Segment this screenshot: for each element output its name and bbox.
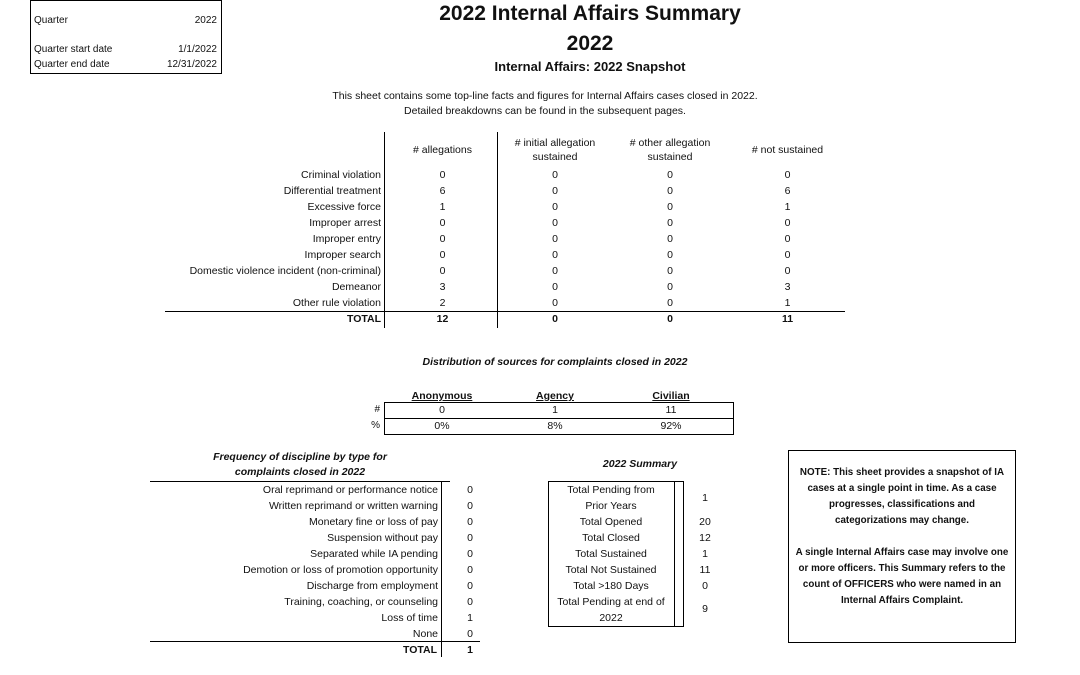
discipline-row-label: Monetary fine or loss of pay [309, 516, 438, 528]
alleg-row-value: 6 [784, 185, 791, 197]
alleg-row-value: 0 [667, 233, 673, 245]
col-initial-sustained: # initial allegation sustained [514, 137, 596, 163]
alleg-row-label: Improper search [304, 249, 381, 261]
summary-row-label: Total Not Sustained [565, 564, 657, 576]
discipline-row-label: Suspension without pay [327, 532, 438, 544]
discipline-row-value: 0 [467, 516, 473, 528]
alleg-row-value: 0 [439, 233, 446, 245]
sources-col-civilian: Civilian [652, 390, 690, 402]
alleg-row-label: Improper arrest [309, 217, 381, 229]
alleg-total-value: 0 [667, 313, 673, 325]
discipline-title-2: complaints closed in 2022 [234, 466, 366, 478]
alleg-vline-2 [497, 132, 498, 328]
alleg-total-rule [165, 311, 845, 312]
summary-row-label: Total Closed [582, 532, 640, 544]
summary-pending-prior-value: 1 [702, 492, 708, 504]
quarter-start-label: Quarter start date [34, 44, 113, 55]
alleg-row-value: 0 [552, 249, 558, 261]
discipline-row-label: Demotion or loss of promotion opportunity [243, 564, 438, 576]
quarter-end-value: 12/31/2022 [166, 59, 217, 70]
alleg-total-label: TOTAL [346, 313, 381, 325]
discipline-row-value: 0 [467, 532, 473, 544]
discipline-row-label: Discharge from employment [306, 580, 438, 592]
sources-pct-agency: 8% [547, 420, 563, 432]
alleg-row-value: 0 [552, 201, 558, 213]
page-title: 2022 Internal Affairs Summary [439, 2, 741, 25]
alleg-row-value: 0 [667, 185, 673, 197]
sources-pct-civilian: 92% [660, 420, 682, 432]
note-paragraph-2: A single Internal Affairs case may involve one or more officers. This Summary refers to the count of OFFICERS who were named in an Internal Affairs Complaint. [795, 547, 1009, 606]
summary-pending-end-2: 2022 [599, 612, 623, 624]
alleg-row-label: Other rule violation [292, 297, 381, 309]
alleg-row-value: 0 [784, 217, 791, 229]
alleg-row-value: 3 [784, 281, 791, 293]
summary-title: 2022 Summary [602, 458, 678, 470]
summary-row-value: 0 [702, 580, 708, 592]
alleg-row-value: 0 [667, 265, 673, 277]
alleg-row-value: 1 [784, 201, 791, 213]
alleg-row-value: 0 [439, 265, 446, 277]
discipline-total-label: TOTAL [402, 644, 437, 656]
summary-row-value: 20 [699, 516, 711, 528]
summary-pending-end-1: Total Pending at end of [557, 596, 665, 608]
summary-pending-end-value: 9 [702, 603, 708, 615]
alleg-row-value: 0 [667, 249, 673, 261]
sources-pct-label: % [371, 420, 380, 431]
alleg-row-value: 0 [552, 185, 558, 197]
intro-line-2: Detailed breakdowns can be found in the subsequent pages. [404, 105, 686, 117]
alleg-row-value: 0 [667, 169, 673, 181]
quarter-end-label: Quarter end date [34, 59, 110, 70]
quarter-end-row [34, 58, 217, 72]
col-other-sustained: # other allegation sustained [629, 137, 711, 163]
alleg-row-label: Improper entry [312, 233, 381, 245]
discipline-vline [441, 481, 442, 657]
alleg-row-value: 0 [439, 249, 446, 261]
alleg-row-value: 6 [439, 185, 446, 197]
alleg-row-value: 0 [784, 169, 791, 181]
summary-row-label: Total Opened [579, 516, 643, 528]
sources-count-label: # [374, 404, 380, 415]
discipline-row-value: 0 [467, 596, 473, 608]
sources-count-civilian: 11 [665, 404, 677, 416]
discipline-total-value: 1 [467, 644, 473, 656]
alleg-row-value: 2 [439, 297, 446, 309]
alleg-row-value: 0 [667, 281, 673, 293]
alleg-row-value: 0 [784, 265, 791, 277]
discipline-row-label: Separated while IA pending [310, 548, 438, 560]
sources-col-anonymous: Anonymous [411, 390, 473, 402]
alleg-row-value: 0 [784, 249, 791, 261]
alleg-row-value: 0 [439, 169, 446, 181]
quarter-info-box [30, 0, 222, 74]
alleg-row-label: Domestic violence incident (non-criminal) [189, 265, 381, 277]
summary-row-value: 11 [699, 564, 711, 576]
alleg-row-label: Differential treatment [283, 185, 381, 197]
alleg-row-value: 0 [667, 217, 673, 229]
note-box [788, 450, 1016, 643]
alleg-row-label: Excessive force [307, 201, 381, 213]
discipline-row-value: 0 [467, 580, 473, 592]
discipline-row-label: Loss of time [381, 612, 438, 624]
quarter-row [34, 14, 217, 28]
sources-count-agency: 1 [552, 404, 558, 416]
alleg-row-value: 0 [552, 281, 558, 293]
alleg-row-label: Demeanor [331, 281, 381, 293]
alleg-row-value: 0 [667, 297, 673, 309]
alleg-row-value: 0 [667, 201, 673, 213]
alleg-row-value: 1 [439, 201, 446, 213]
sources-pct-anonymous: 0% [434, 420, 450, 432]
alleg-row-value: 0 [552, 217, 558, 229]
sources-col-agency: Agency [536, 390, 574, 402]
discipline-row-value: 0 [467, 628, 473, 640]
alleg-total-value: 0 [552, 313, 558, 325]
summary-pending-prior-1: Total Pending from [567, 484, 655, 496]
alleg-vline-1 [384, 132, 385, 328]
discipline-row-value: 0 [467, 500, 473, 512]
sources-count-anonymous: 0 [439, 404, 445, 416]
summary-pending-prior-2: Prior Years [585, 500, 637, 512]
alleg-row-value: 0 [552, 169, 558, 181]
discipline-row-label: Written reprimand or written warning [268, 500, 438, 512]
alleg-total-value: 11 [781, 313, 794, 325]
quarter-start-row [34, 43, 217, 57]
alleg-row-value: 1 [784, 297, 791, 309]
col-not-sustained: # not sustained [751, 144, 824, 156]
discipline-row-label: None [412, 628, 438, 640]
note-paragraph-1: NOTE: This sheet provides a snapshot of IA cases at a single point in time. As a case progresses, classifications and categorizations may change. [799, 467, 1005, 526]
alleg-row-label: Criminal violation [301, 169, 381, 181]
summary-row-value: 12 [699, 532, 711, 544]
discipline-row-value: 1 [467, 612, 473, 624]
discipline-row-label: Training, coaching, or counseling [284, 596, 438, 608]
col-allegations: # allegations [413, 144, 472, 156]
discipline-title-1: Frequency of discipline by type for [213, 451, 387, 463]
intro-line-1: This sheet contains some top-line facts and figures for Internal Affairs cases closed in 2022. [332, 90, 758, 102]
alleg-row-value: 0 [439, 217, 446, 229]
summary-row-label: Total >180 Days [573, 580, 649, 592]
discipline-row-label: Oral reprimand or performance notice [262, 484, 438, 496]
alleg-row-value: 0 [552, 297, 558, 309]
summary-vline [674, 482, 675, 626]
alleg-row-value: 0 [552, 265, 558, 277]
alleg-row-value: 0 [784, 233, 791, 245]
discipline-row-value: 0 [467, 548, 473, 560]
discipline-row-value: 0 [467, 484, 473, 496]
alleg-row-value: 3 [439, 281, 446, 293]
discipline-row-value: 0 [467, 564, 473, 576]
quarter-start-value: 1/1/2022 [178, 44, 217, 55]
alleg-total-value: 12 [436, 313, 449, 325]
sources-title: Distribution of sources for complaints closed in 2022 [422, 356, 688, 368]
snapshot-heading: Internal Affairs: 2022 Snapshot [494, 59, 686, 74]
page-year: 2022 [566, 32, 614, 55]
quarter-label: Quarter [34, 15, 68, 26]
quarter-value: 2022 [194, 15, 217, 26]
summary-row-label: Total Sustained [575, 548, 647, 560]
summary-row-value: 1 [702, 548, 708, 560]
alleg-row-value: 0 [552, 233, 558, 245]
